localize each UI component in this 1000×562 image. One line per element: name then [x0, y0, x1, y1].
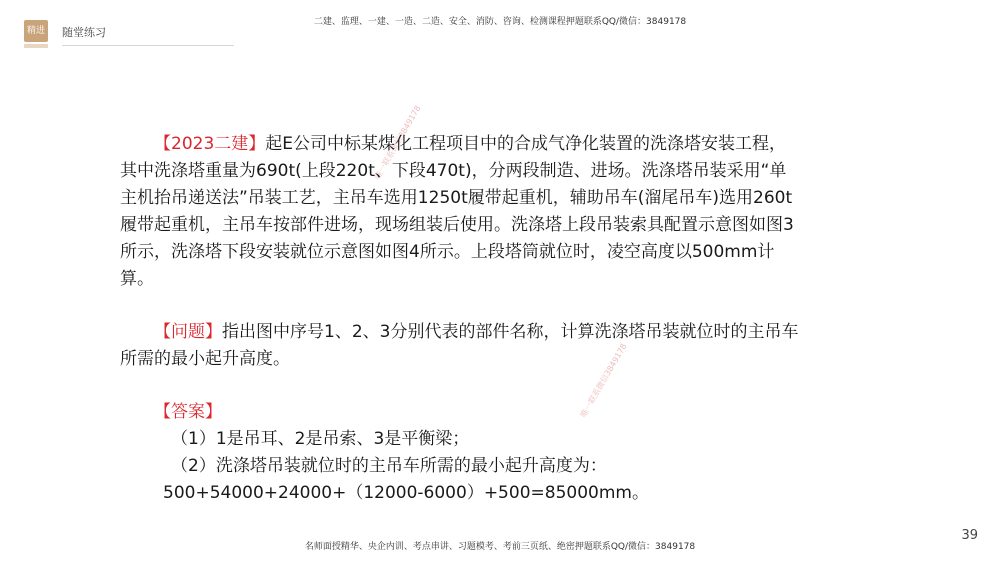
slide-content — [120, 131, 800, 507]
question-tag: 【2023二建】 — [154, 134, 266, 154]
problem-tag: 【问题】 — [154, 322, 222, 342]
top-banner: 二建、监理、一建、一造、二造、安全、消防、咨询、检测课程押题联系QQ/微信：3849178 — [313, 17, 687, 27]
answer-line-2: （2）洗涤塔吊装就位时的主吊车所需的最小起升高度为： — [171, 456, 607, 476]
problem-text: 指出图中序号1、2、3分别代表的部件名称，计算洗涤塔吊装就位时的主吊车所需的最小起升高度。 — [120, 322, 799, 369]
watermark: 唯一联系微信3849178 — [372, 104, 423, 181]
problem-paragraph — [120, 319, 800, 373]
page-number: 39 — [961, 528, 978, 543]
answer-tag: 【答案】 — [154, 402, 222, 422]
answer-formula: 500+54000+24000+（12000-6000）+500=85000mm。 — [163, 483, 649, 503]
section-title: 随堂练习 — [62, 26, 106, 39]
question-paragraph — [120, 131, 800, 293]
watermark: 唯一联系微信3849178 — [578, 342, 629, 419]
answer-line-1: （1）1是吊耳、2是吊索、3是平衡梁； — [171, 429, 470, 449]
brand-logo: 精进 — [24, 20, 48, 42]
header-divider — [62, 45, 234, 46]
question-text: 起E公司中标某煤化工程项目中的合成气净化装置的洗涤塔安装工程，其中洗涤塔重量为690t(上段220t、下段470t)，分两段制造、进场。洗涤塔吊装采用“单主机抬吊递送法”吊装工艺，主吊车选用1250t履带起重机，辅助吊车(溜尾吊车)选用260t履带起重机，主吊车按部件进场，现场组装后使用。洗涤塔上段吊装索具配置示意图如图3所示，洗涤塔下段安装就位示意图如图4所示。上段塔筒就位时，凌空高度以500mm计算。 — [120, 134, 794, 289]
bottom-banner: 名师面授精华、央企内训、考点串讲、习题模考、考前三页纸、绝密押题联系QQ/微信：3849178 — [304, 542, 696, 552]
logo-accent-bar — [24, 44, 48, 48]
